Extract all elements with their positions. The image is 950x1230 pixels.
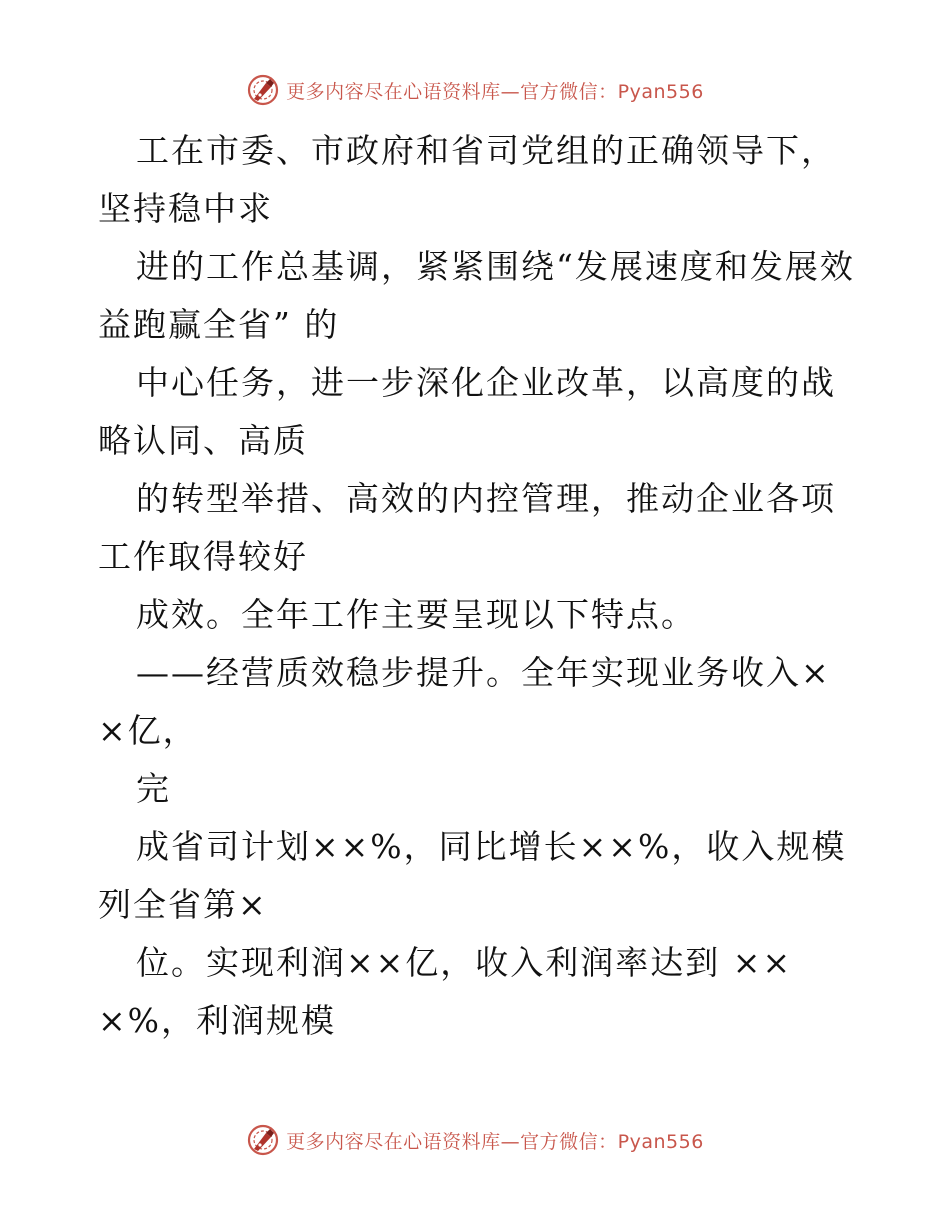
- footer-banner: [0, 1120, 950, 1160]
- header-banner: [0, 70, 950, 110]
- paragraph-7: 完: [136, 769, 171, 808]
- paragraph-5: 成效。全年工作主要呈现以下特点。: [136, 595, 696, 634]
- paragraph-2: 进的工作总基调，紧紧围绕“发展速度和发展效益跑赢全省” 的: [98, 247, 855, 344]
- header-banner-text: 更多内容尽在心语资料库—官方微信：Pyan556: [286, 80, 704, 103]
- document-body: [98, 122, 858, 1050]
- paragraph-4: 的转型举措、高效的内控管理，推动企业各项工作取得较好: [98, 479, 836, 576]
- paragraph-8: 成省司计划××%，同比增长××%，收入规模列全省第×: [98, 827, 847, 924]
- footer-banner-text: 更多内容尽在心语资料库—官方微信：Pyan556: [286, 1130, 704, 1153]
- pen-nib-logo-icon: [246, 1123, 280, 1157]
- paragraph-1: 工在市委、市政府和省司党组的正确领导下，坚持稳中求: [98, 131, 836, 228]
- paragraph-9: 位。实现利润××亿，收入利润率达到 ×××%，利润规模: [98, 943, 793, 1040]
- paragraph-3: 中心任务，进一步深化企业改革，以高度的战略认同、高质: [98, 363, 836, 460]
- pen-nib-logo-icon: [246, 73, 280, 107]
- paragraph-6: ——经营质效稳步提升。全年实现业务收入××亿，: [98, 653, 831, 750]
